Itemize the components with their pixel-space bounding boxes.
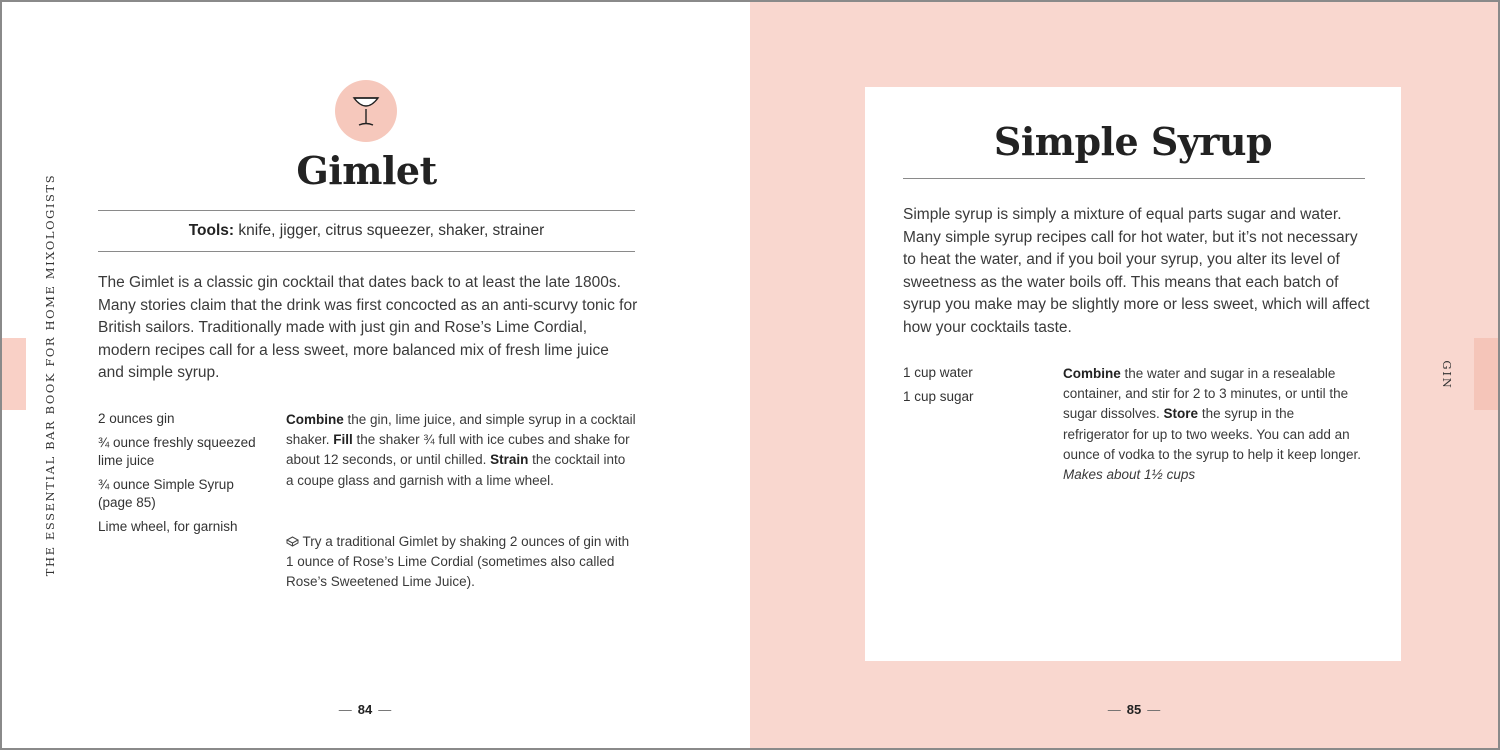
page-number-value: 85: [1126, 702, 1142, 717]
title-rule: [98, 210, 635, 211]
title-rule: [903, 178, 1365, 179]
section-tab-text: GIN: [1440, 360, 1454, 390]
recipe-title: Simple Syrup: [993, 119, 1273, 164]
yield-text: Makes about 1½ cups: [1063, 467, 1196, 483]
right-page: [750, 2, 1498, 748]
method-verb: Combine: [1063, 366, 1121, 381]
method-step: the water and sugar in a resealable container, and stir for 2 to 3 minutes, or until the sugar dissolves.: [1063, 366, 1349, 422]
method-verb: Strain: [490, 452, 529, 468]
ingredients-list: [98, 410, 258, 541]
running-title: [40, 173, 60, 577]
tip-note: [286, 532, 631, 593]
method-step: the syrup in the refrigerator for up to two weeks. You can add an ounce of vodka to the syrup to help it keep longer.: [1063, 406, 1361, 462]
page-number-left: — 84 —: [338, 702, 392, 717]
page-number-value: 84: [357, 702, 373, 717]
right-page-tab: [1474, 338, 1498, 410]
method-step: the cocktail into a coupe glass and garnish with a lime wheel.: [286, 452, 626, 488]
ingredient-item: 2 ounces gin: [98, 411, 175, 426]
tip-text: Try a traditional Gimlet by shaking 2 ounces of gin with 1 ounce of Rose’s Lime Cordial (sometimes also called Rose’s Sweetened Lime Juice).: [286, 534, 630, 590]
method-step: the shaker ¾ full with ice cubes and shake for about 12 seconds, or until chilled.: [286, 432, 630, 468]
recipe-title: Gimlet: [296, 148, 437, 193]
left-page: [2, 2, 750, 748]
tools-label: Tools:: [188, 222, 235, 239]
method-step: the gin, lime juice, and simple syrup in a cocktail shaker.: [286, 412, 636, 448]
method-text: [1063, 364, 1363, 485]
ingredient-item: ¾ ounce freshly squeezed lime juice: [98, 434, 256, 468]
running-title-text: THE ESSENTIAL BAR BOOK FOR HOME MIXOLOGISTS: [43, 173, 57, 577]
method-verb: Fill: [333, 432, 353, 448]
book-spread: [2, 2, 1498, 748]
section-tab-label: [1438, 357, 1456, 393]
ingredient-item: ¾ ounce Simple Syrup (page 85): [98, 476, 234, 510]
intro-paragraph: Simple syrup is simply a mixture of equal parts sugar and water. Many simple syrup recipes call for hot water, but it’s not necessary to heat the water, and if you boil your syrup, you alter its level of sweetness as the water boils off. This means that each batch of syrup you make may be slightly more or less sweet, which will affect how your cocktails taste.: [903, 206, 1370, 336]
recipe-card: [865, 87, 1401, 661]
ingredients-list: [903, 363, 1043, 411]
left-page-tab: [2, 338, 26, 410]
method-text: [286, 410, 636, 491]
coupe-glass-icon: [335, 80, 397, 142]
tip-icon: [286, 534, 303, 549]
ingredient-item: 1 cup sugar: [903, 389, 974, 404]
tools-line: [98, 222, 635, 240]
page-number-right: — 85 —: [1107, 702, 1161, 717]
tools-value: knife, jigger, citrus squeezer, shaker, strainer: [238, 222, 545, 239]
method-verb: Combine: [286, 412, 344, 427]
intro-paragraph: The Gimlet is a classic gin cocktail that dates back to at least the late 1800s. Many stories claim that the drink was first concocted as an anti-scurvy tonic for British sailors. Traditionally made with just gin and Rose’s Lime Cordial, modern recipes call for a less sweet, more balanced mix of fresh lime juice and simple syrup.: [98, 274, 638, 382]
ingredient-item: 1 cup water: [903, 365, 973, 380]
ingredient-item: Lime wheel, for garnish: [98, 518, 238, 534]
tools-rule: [98, 251, 635, 252]
method-verb: Store: [1163, 406, 1199, 422]
